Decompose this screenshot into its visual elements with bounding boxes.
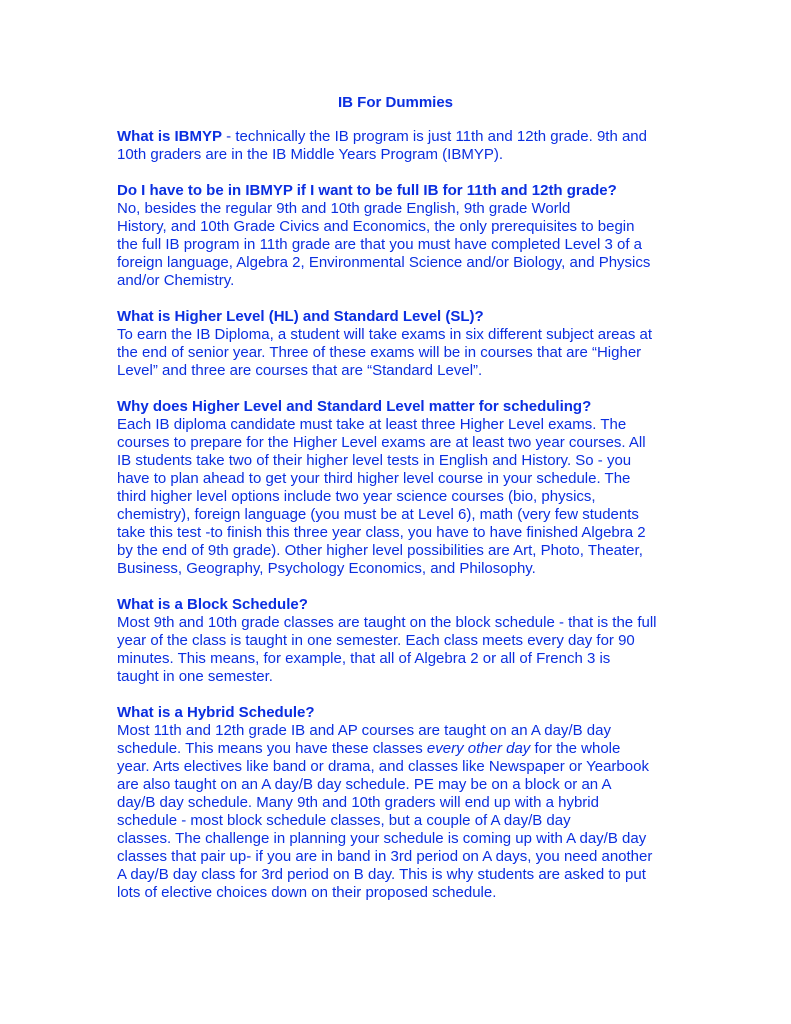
answer-line: and/or Chemistry.: [117, 272, 235, 289]
question-heading: What is a Block Schedule?: [117, 596, 308, 613]
answer-line: minutes. This means, for example, that all of Algebra 2 or all of French 3 is: [117, 650, 611, 667]
section-ibmyp: [117, 128, 692, 164]
question-heading: What is a Hybrid Schedule?: [117, 704, 315, 721]
answer-line: foreign language, Algebra 2, Environmental Science and/or Biology, and Physics: [117, 254, 651, 271]
document-body: [117, 128, 692, 920]
answer-line: To earn the IB Diploma, a student will take exams in six different subject areas at: [117, 326, 652, 343]
answer-line: No, besides the regular 9th and 10th grade English, 9th grade World: [117, 200, 571, 217]
answer-line: year of the class is taught in one semester. Each class meets every day for 90: [117, 632, 635, 649]
answer-line: day/B day schedule. Many 9th and 10th graders will end up with a hybrid: [117, 794, 599, 811]
question-heading: Why does Higher Level and Standard Level matter for scheduling?: [117, 398, 592, 415]
answer-line: third higher level options include two year science courses (bio, physics,: [117, 488, 596, 505]
answer-line: Level” and three are courses that are “Standard Level”.: [117, 362, 483, 379]
answer-line: Most 11th and 12th grade IB and AP courses are taught on an A day/B day: [117, 722, 611, 739]
answer-line: taught in one semester.: [117, 668, 273, 685]
question-heading: What is Higher Level (HL) and Standard Level (SL)?: [117, 308, 484, 325]
answer-line: Most 9th and 10th grade classes are taught on the block schedule - that is the full: [117, 614, 657, 631]
answer-line: have to plan ahead to get your third higher level course in your schedule. The: [117, 470, 631, 487]
answer-line: chemistry), foreign language (you must be at Level 6), math (very few students: [117, 506, 639, 523]
emphasis-text: every other day: [426, 740, 531, 757]
document-title: IB For Dummies: [337, 94, 454, 111]
section-hl-sl: [117, 308, 692, 380]
answer-text: - technically the IB program is just 11th and 12th grade. 9th and: [222, 128, 647, 145]
answer-line: History, and 10th Grade Civics and Economics, the only prerequisites to begin: [117, 218, 635, 235]
answer-text: schedule. This means you have these classes: [117, 740, 427, 757]
answer-line: the full IB program in 11th grade are that you must have completed Level 3 of a: [117, 236, 643, 253]
answer-line: Each IB diploma candidate must take at least three Higher Level exams. The: [117, 416, 627, 433]
answer-line: courses to prepare for the Higher Level exams are at least two year courses. All: [117, 434, 646, 451]
answer-line: A day/B day class for 3rd period on B day. This is why students are asked to put: [117, 866, 646, 883]
answer-line: [117, 128, 692, 146]
answer-line: [117, 740, 692, 758]
section-block-schedule: [117, 596, 692, 686]
answer-line: the end of senior year. Three of these exams will be in courses that are “Higher: [117, 344, 642, 361]
section-scheduling: [117, 398, 692, 578]
question-heading: Do I have to be in IBMYP if I want to be full IB for 11th and 12th grade?: [117, 182, 617, 199]
answer-line: schedule - most block schedule classes, but a couple of A day/B day: [117, 812, 571, 829]
question-heading: What is IBMYP: [117, 128, 223, 145]
section-hybrid-schedule: [117, 704, 692, 902]
answer-line: Business, Geography, Psychology Economics, and Philosophy.: [117, 560, 536, 577]
section-full-ib: [117, 182, 692, 290]
answer-text: for the whole: [530, 740, 621, 757]
answer-line: take this test -to finish this three year class, you have to have finished Algebra 2: [117, 524, 646, 541]
answer-line: IB students take two of their higher level tests in English and History. So - you: [117, 452, 632, 469]
answer-line: 10th graders are in the IB Middle Years Program (IBMYP).: [117, 146, 504, 163]
answer-line: by the end of 9th grade). Other higher level possibilities are Art, Photo, Theater,: [117, 542, 643, 559]
answer-line: lots of elective choices down on their proposed schedule.: [117, 884, 497, 901]
answer-line: classes. The challenge in planning your schedule is coming up with A day/B day: [117, 830, 647, 847]
answer-line: are also taught on an A day/B day schedule. PE may be on a block or an A: [117, 776, 612, 793]
answer-line: classes that pair up- if you are in band in 3rd period on A days, you need another: [117, 848, 653, 865]
answer-line: year. Arts electives like band or drama, and classes like Newspaper or Yearbook: [117, 758, 649, 775]
